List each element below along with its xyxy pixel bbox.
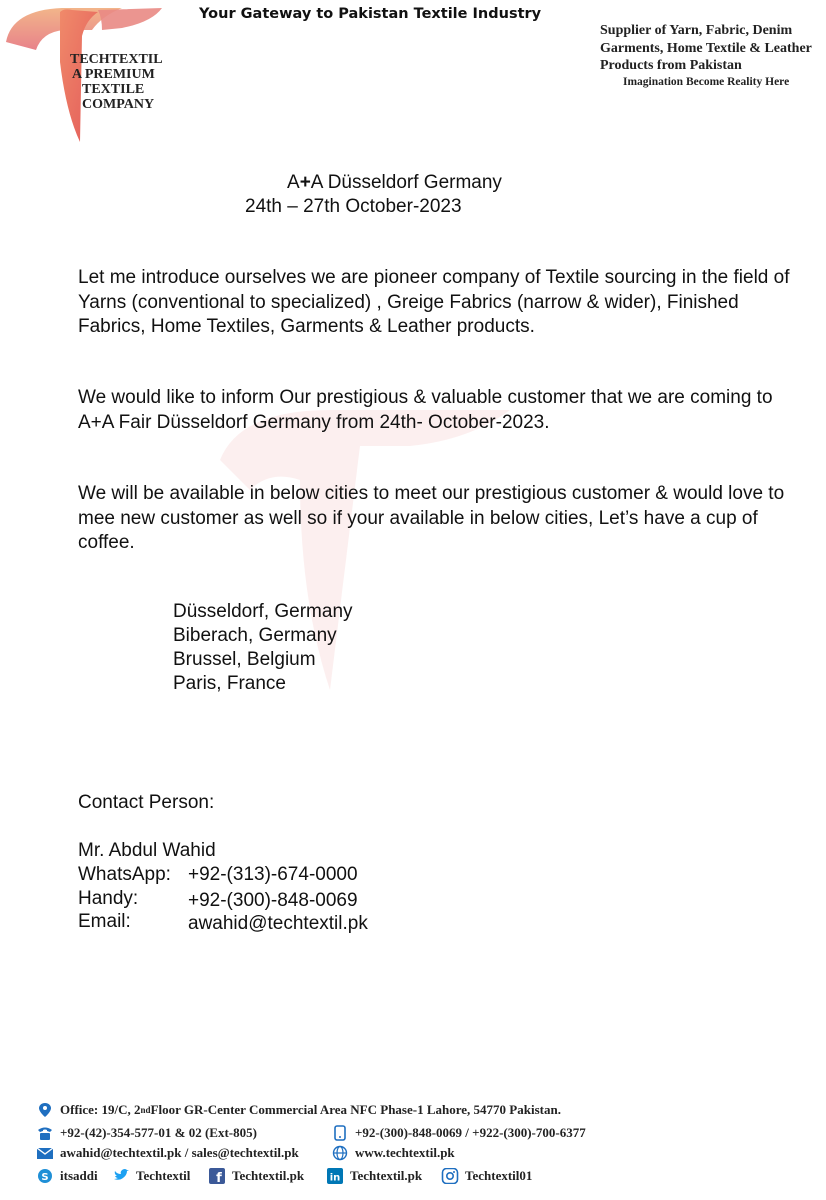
list-item: Brussel, Belgium	[173, 649, 316, 670]
location-pin-icon	[36, 1102, 54, 1118]
linkedin-icon	[326, 1168, 344, 1184]
company-name: TECHTEXTIL	[70, 52, 163, 67]
footer-mobile	[331, 1125, 586, 1141]
whatsapp-label: WhatsApp:	[78, 864, 171, 885]
mobile-phone-icon	[331, 1125, 349, 1141]
office-address-b: Floor GR-Center Commercial Area NFC Phase-1 Lahore, 54770 Pakistan.	[150, 1102, 561, 1117]
envelope-icon	[36, 1145, 54, 1161]
twitter-handle: Techtextil	[136, 1168, 191, 1183]
list-item: Biberach, Germany	[173, 625, 337, 646]
contact-heading: Contact Person:	[78, 792, 215, 813]
svg-text:in: in	[329, 1172, 341, 1184]
footer-instagram	[441, 1168, 532, 1184]
company-slogan: Imagination Become Reality Here	[623, 76, 790, 88]
globe-icon	[331, 1145, 349, 1161]
office-address-sup: nd	[140, 1105, 151, 1115]
footer-office	[36, 1102, 561, 1118]
company-line-2: A PREMIUM	[72, 67, 155, 82]
company-line-4: COMPANY	[82, 97, 155, 112]
event-title	[287, 172, 502, 194]
event-title-rest: A Düsseldorf Germany	[310, 172, 502, 193]
contact-name: Mr. Abdul Wahid	[78, 840, 216, 861]
company-name-block	[70, 52, 163, 112]
intro-paragraph: Let me introduce ourselves we are pioneer company of Textile sourcing in the field of Yarns (conventional to specialized) , Greige Fabrics (narrow & wider), Finished Fabrics, Home Textiles, Garments & Leather products.	[78, 267, 790, 337]
footer-emails	[36, 1145, 299, 1161]
facebook-icon	[208, 1168, 226, 1184]
footer-linkedin	[326, 1168, 422, 1184]
mobile-numbers: +92-(300)-848-0069 / +922-(300)-700-6377	[355, 1125, 586, 1140]
office-phone: +92-(42)-354-577-01 & 02 (Ext-805)	[60, 1125, 257, 1140]
supplier-description: Supplier of Yarn, Fabric, Denim Garments, Home Textile & Leather Products from Pakistan	[600, 23, 812, 73]
instagram-icon	[441, 1168, 459, 1184]
footer-phone	[36, 1125, 257, 1141]
svg-text:S: S	[41, 1172, 49, 1183]
office-address-a: Office: 19/C, 2	[60, 1102, 141, 1117]
whatsapp-number: +92-(313)-674-0000	[188, 864, 358, 885]
handy-number: +92-(300)-848-0069	[188, 890, 358, 911]
footer-facebook	[208, 1168, 304, 1184]
list-item: Düsseldorf, Germany	[173, 601, 353, 622]
email-label: Email:	[78, 911, 131, 932]
facebook-handle: Techtextil.pk	[232, 1168, 305, 1183]
handy-label: Handy:	[78, 888, 139, 909]
event-title-plus: +	[299, 172, 311, 193]
event-dates: 24th – 27th October-2023	[245, 196, 462, 217]
telephone-icon	[36, 1125, 54, 1141]
footer-website	[331, 1145, 455, 1161]
skype-icon	[36, 1168, 54, 1184]
list-item: Paris, France	[173, 673, 286, 694]
instagram-handle: Techtextil01	[465, 1168, 533, 1183]
twitter-bird-icon	[112, 1168, 130, 1184]
cities-paragraph: We will be available in below cities to meet our prestigious customer & would love to mee new customer as well so if your available in below cities, Let’s have a cup of coffee.	[78, 483, 785, 553]
fair-paragraph: We would like to inform Our prestigious & valuable customer that we are coming to A+A Fair Düsseldorf Germany from 24th- October-2023.	[78, 387, 773, 433]
website-url: www.techtextil.pk	[355, 1145, 455, 1160]
contact-email: awahid@techtextil.pk	[188, 913, 368, 934]
header-tagline: Your Gateway to Pakistan Textile Industry	[199, 6, 542, 22]
company-line-3: TEXTILE	[82, 82, 145, 97]
footer-email-addresses: awahid@techtextil.pk / sales@techtextil.pk	[60, 1145, 299, 1160]
footer-skype	[36, 1168, 98, 1184]
event-title-prefix: A	[287, 172, 300, 193]
svg-text:f: f	[216, 1171, 222, 1184]
cities-list	[173, 600, 353, 696]
skype-handle: itsaddi	[60, 1168, 98, 1183]
linkedin-handle: Techtextil.pk	[350, 1168, 423, 1183]
footer-twitter	[112, 1168, 190, 1184]
